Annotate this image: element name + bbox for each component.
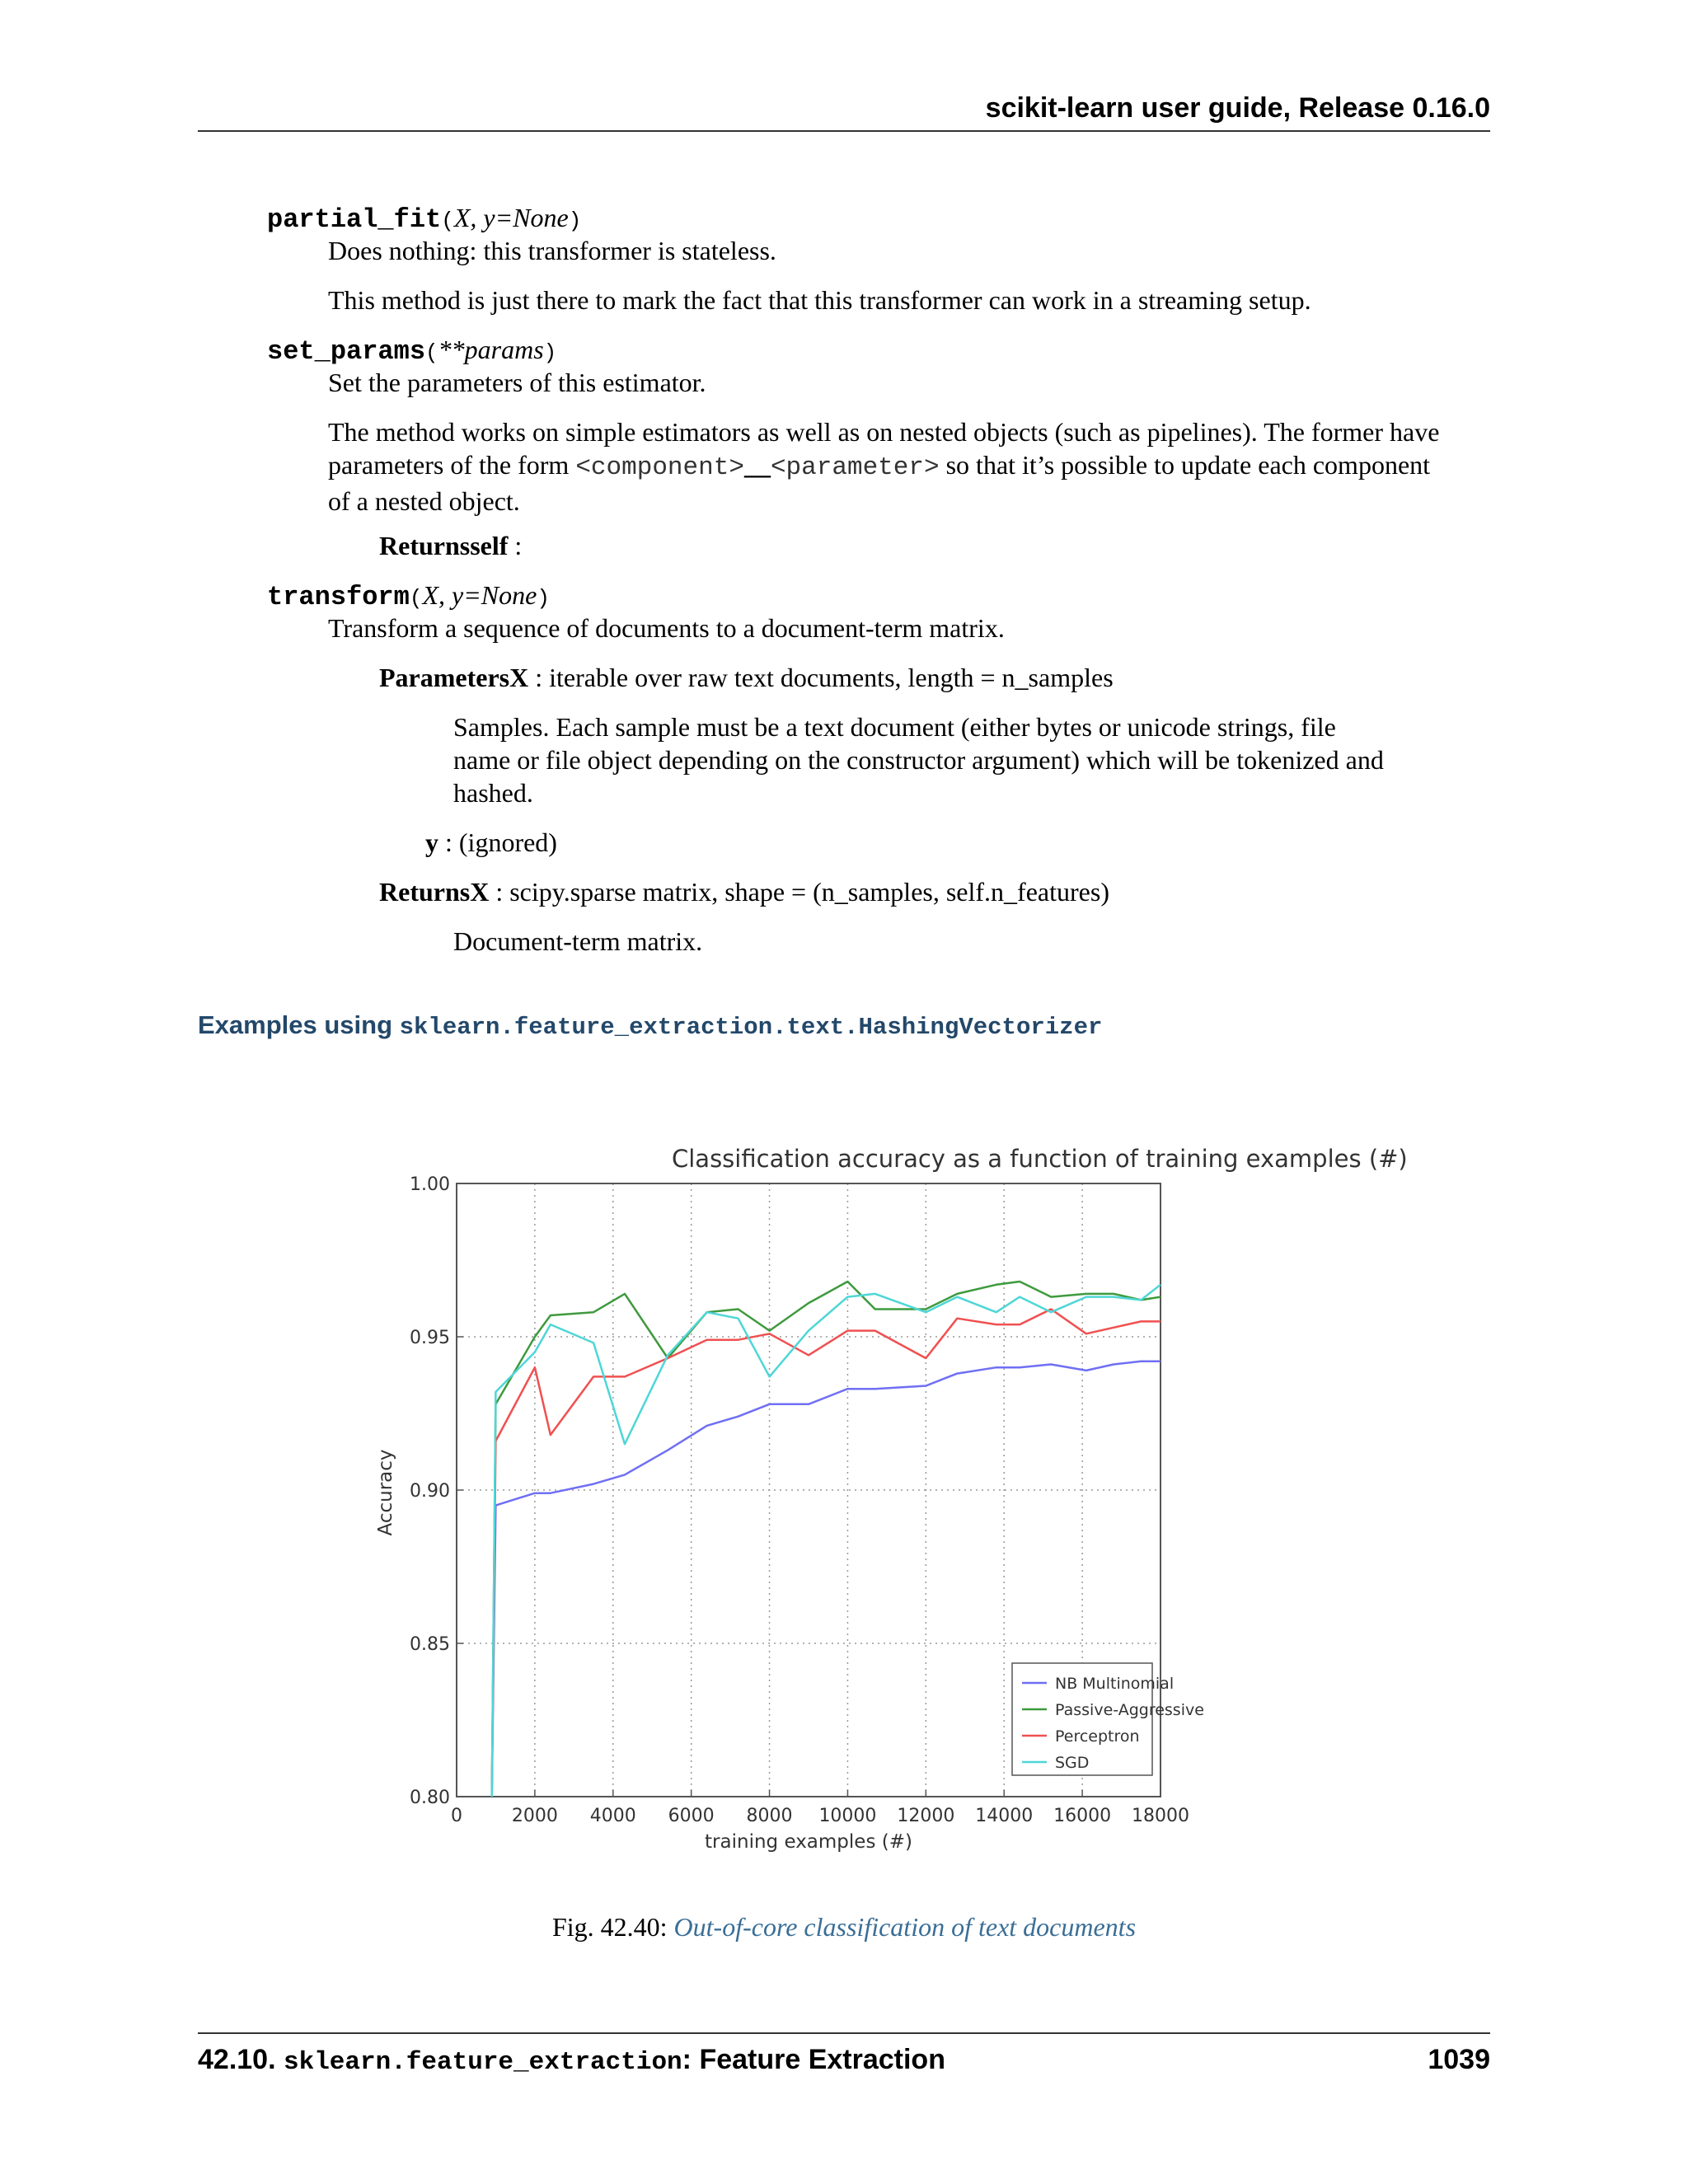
returns-description: Document-term matrix. xyxy=(453,926,703,956)
method-description: This method is just there to mark the fact that this transformer can work in a streaming setup. xyxy=(328,285,1311,315)
field-colon: : xyxy=(508,531,523,560)
returns-field xyxy=(379,875,1109,908)
y-axis-label: Accuracy xyxy=(375,1449,396,1536)
inline-code: <parameter> xyxy=(770,453,940,482)
running-header: scikit-learn user guide, Release 0.16.0 xyxy=(985,92,1490,124)
header-rule xyxy=(198,130,1490,132)
x-tick-label: 10000 xyxy=(818,1806,877,1826)
description-line: Samples. Each sample must be a text document (either bytes or unicode strings, file xyxy=(453,712,1336,742)
y-tick-label: 0.95 xyxy=(410,1328,450,1348)
x-tick-label: 4000 xyxy=(589,1806,636,1826)
caption-link[interactable]: Out-of-core classification of text documents xyxy=(673,1912,1137,1942)
x-tick-label: 14000 xyxy=(975,1806,1034,1826)
footer-section xyxy=(198,2044,945,2077)
page-number: 1039 xyxy=(1428,2044,1490,2075)
method-args: **params xyxy=(438,335,544,364)
x-tick-label: 16000 xyxy=(1053,1806,1112,1826)
accuracy-chart xyxy=(363,1137,1408,1863)
param-type: : iterable over raw text documents, length = n_samples xyxy=(528,663,1114,692)
section-code: sklearn.feature_extraction xyxy=(283,2048,682,2077)
param-description xyxy=(453,710,1409,809)
field-label: Returns xyxy=(379,877,471,907)
method-description xyxy=(328,415,1490,518)
chart-title: Classification accuracy as a function of training examples (#) xyxy=(672,1145,1408,1173)
heading-text: Examples using xyxy=(198,1010,400,1039)
text-span: so that it’s possible to update each component xyxy=(939,450,1431,480)
field-type: : scipy.sparse matrix, shape = (n_samples, self.n_features) xyxy=(489,877,1109,907)
close-paren: ) xyxy=(543,340,557,365)
description-line xyxy=(328,448,1490,485)
open-paren: ( xyxy=(441,209,454,233)
returns-field xyxy=(379,529,522,562)
param-name: y xyxy=(425,827,438,857)
field-label: Parameters xyxy=(379,663,510,692)
legend-label: NB Multinomial xyxy=(1055,1675,1175,1693)
x-tick-label: 8000 xyxy=(746,1806,793,1826)
method-description: Transform a sequence of documents to a document-term matrix. xyxy=(328,613,1005,643)
parameters-field xyxy=(379,661,1114,694)
method-name: partial_fit xyxy=(267,204,442,235)
y-tick-label: 1.00 xyxy=(410,1174,450,1195)
field-name: self xyxy=(470,531,509,560)
method-description: Does nothing: this transformer is stateless. xyxy=(328,236,776,265)
x-tick-label: 6000 xyxy=(668,1806,715,1826)
examples-heading xyxy=(198,1010,1102,1041)
field-label: Returns xyxy=(379,531,471,560)
x-tick-label: 12000 xyxy=(897,1806,955,1826)
x-tick-label: 0 xyxy=(451,1806,462,1826)
separator: __ xyxy=(743,450,771,480)
method-name: set_params xyxy=(267,336,426,367)
param-name: X xyxy=(509,663,529,692)
y-tick-label: 0.90 xyxy=(410,1481,450,1502)
open-paren: ( xyxy=(409,586,423,611)
legend-label: Perceptron xyxy=(1055,1727,1140,1746)
close-paren: ) xyxy=(537,586,550,611)
legend-label: Passive-Aggressive xyxy=(1055,1701,1204,1719)
method-args: X, y=None xyxy=(453,203,569,232)
figure-caption xyxy=(0,1912,1688,1943)
inline-code: <component> xyxy=(575,453,744,482)
description-line: of a nested object. xyxy=(328,486,520,516)
method-signature-partial-fit xyxy=(267,203,581,235)
method-signature-set-params xyxy=(267,335,556,367)
footer-rule xyxy=(198,2032,1490,2034)
text-span: parameters of the form xyxy=(328,450,576,480)
x-tick-label: 18000 xyxy=(1132,1806,1189,1826)
description-line: The method works on simple estimators as well as on nested objects (such as pipelines). The former have xyxy=(328,417,1440,447)
caption-prefix: Fig. 42.40: xyxy=(551,1912,674,1942)
chart-legend xyxy=(1012,1663,1204,1775)
method-name: transform xyxy=(267,582,410,612)
close-paren: ) xyxy=(568,209,582,233)
field-name: X xyxy=(470,877,490,907)
parameter-y xyxy=(425,826,557,859)
open-paren: ( xyxy=(425,340,438,365)
x-tick-label: 2000 xyxy=(511,1806,558,1826)
x-axis-label: training examples (#) xyxy=(705,1831,912,1853)
section-title: : Feature Extraction xyxy=(682,2044,945,2075)
param-type: : (ignored) xyxy=(438,827,557,857)
description-line: name or file object depending on the constructor argument) which will be tokenized and xyxy=(453,745,1384,775)
y-tick-label: 0.80 xyxy=(410,1788,450,1808)
method-description: Set the parameters of this estimator. xyxy=(328,368,706,397)
heading-code-link[interactable]: sklearn.feature_extraction.text.HashingVectorizer xyxy=(399,1014,1103,1041)
y-tick-label: 0.85 xyxy=(410,1634,450,1655)
method-args: X, y=None xyxy=(422,580,537,610)
legend-label: SGD xyxy=(1055,1754,1090,1772)
section-number: 42.10. xyxy=(198,2044,284,2075)
description-line: hashed. xyxy=(453,778,533,808)
method-signature-transform xyxy=(267,580,550,612)
